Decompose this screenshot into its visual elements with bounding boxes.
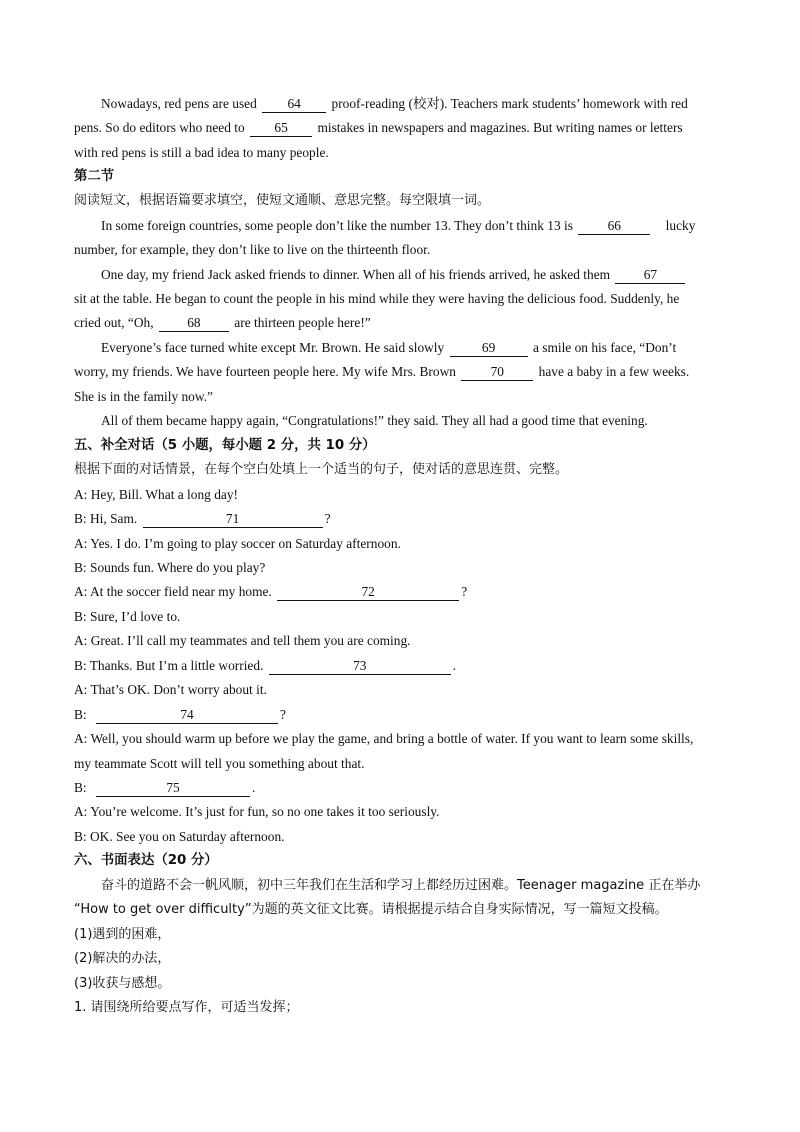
text: have a baby in a few weeks.	[538, 364, 690, 379]
dialogue-line-5	[74, 582, 734, 602]
blank-64[interactable]: 64	[262, 96, 326, 113]
section6-point-2: (2)解决的办法，	[74, 951, 171, 966]
text: mistakes in newspapers and magazines. But writing names or letters	[317, 120, 683, 135]
dialogue-line-10	[74, 705, 734, 725]
s2-p1-line-2: number, for example, they don’t like to live on the thirteenth floor.	[74, 242, 431, 257]
text: ?	[461, 584, 468, 599]
dialogue-line-14: B: OK. See you on Saturday afternoon.	[74, 829, 285, 844]
s2-p3-line-3: She is in the family now.”	[74, 389, 213, 404]
section6-heading: 六、书面表达（20 分）	[74, 853, 218, 868]
blank-70[interactable]: 70	[461, 364, 533, 381]
section6-prompt-line-1: 奋斗的道路不会一帆风顺，初中三年我们在生活和学习上都经历过困难。Teenager magazine 正在举办	[101, 878, 701, 893]
text: worry, my friends. We have fourteen people here. My wife Mrs. Brown	[74, 364, 456, 379]
text: ?	[280, 707, 286, 722]
passage1-line-1	[101, 94, 734, 114]
blank-75[interactable]: 75	[96, 780, 250, 797]
dialogue-line-2	[74, 509, 734, 529]
dialogue-line-8	[74, 656, 734, 676]
s2-p3-line-1	[101, 338, 734, 358]
text: B:	[74, 707, 87, 722]
s2-p2-line-2: sit at the table. He began to count the people in his mind while they were having the delicious food. Suddenly, he	[74, 291, 680, 306]
section6-point-3: (3)收获与感想。	[74, 976, 171, 991]
dialogue-line-13: A: You’re welcome. It’s just for fun, so no one takes it too seriously.	[74, 804, 440, 819]
blank-73[interactable]: 73	[269, 658, 451, 675]
text: B: Hi, Sam.	[74, 511, 138, 526]
text: B: Thanks. But I’m a little worried.	[74, 658, 264, 673]
s2-p1-line-1	[101, 216, 734, 236]
dialogue-line-11: A: Well, you should warm up before we play the game, and bring a bottle of water. If you want to learn some skills,	[74, 731, 694, 746]
dialogue-line-9: A: That’s OK. Don’t worry about it.	[74, 682, 267, 697]
text: lucky	[665, 218, 696, 233]
s2-p2-line-3	[74, 313, 734, 333]
dialogue-line-4: B: Sounds fun. Where do you play?	[74, 560, 266, 575]
section6-point-1: (1)遇到的困难，	[74, 927, 171, 942]
section5-instruction: 根据下面的对话情景，在每个空白处填上一个适当的句子，使对话的意思连贯、完整。	[74, 462, 569, 477]
s2-p2-line-1	[101, 265, 734, 285]
dialogue-line-7: A: Great. I’ll call my teammates and tell them you are coming.	[74, 633, 411, 648]
blank-74[interactable]: 74	[96, 707, 278, 724]
text: proof-reading (校对). Teachers mark students’ homework with red	[331, 96, 688, 111]
blank-68[interactable]: 68	[159, 315, 229, 332]
section6-note-1: 1. 请围绕所给要点写作，可适当发挥；	[74, 1000, 299, 1015]
blank-66[interactable]: 66	[578, 218, 650, 235]
section5-heading: 五、补全对话（5 小题，每小题 2 分，共 10 分）	[74, 438, 376, 453]
s2-p3-line-2	[74, 362, 734, 382]
passage1-line-2	[74, 118, 734, 138]
blank-65[interactable]: 65	[250, 120, 312, 137]
text: Nowadays, red pens are used	[101, 96, 257, 111]
text: cried out, “Oh,	[74, 315, 154, 330]
dialogue-line-1: A: Hey, Bill. What a long day!	[74, 487, 239, 502]
dialogue-line-3: A: Yes. I do. I’m going to play soccer on Saturday afternoon.	[74, 536, 401, 551]
section2-instruction: 阅读短文，根据语篇要求填空，使短文通顺、意思完整。每空限填一词。	[74, 193, 491, 208]
section2-heading: 第二节	[74, 169, 115, 184]
text: Everyone’s face turned white except Mr. Brown. He said slowly	[101, 340, 445, 355]
text: pens. So do editors who need to	[74, 120, 245, 135]
dialogue-line-6: B: Sure, I’d love to.	[74, 609, 181, 624]
s2-p4: All of them became happy again, “Congratulations!” they said. They all had a good time that evening.	[101, 413, 648, 428]
text: are thirteen people here!”	[234, 315, 371, 330]
text: ?	[324, 511, 331, 526]
blank-69[interactable]: 69	[450, 340, 528, 357]
text: B:	[74, 780, 87, 795]
blank-67[interactable]: 67	[615, 267, 685, 284]
dialogue-line-12	[74, 778, 734, 798]
text: One day, my friend Jack asked friends to dinner. When all of his friends arrived, he asked them	[101, 267, 611, 282]
text: A: At the soccer field near my home.	[74, 584, 272, 599]
text: .	[252, 780, 256, 795]
dialogue-line-11b: my teammate Scott will tell you something about that.	[74, 756, 365, 771]
blank-71[interactable]: 71	[143, 511, 323, 528]
text: .	[452, 658, 457, 673]
blank-72[interactable]: 72	[277, 584, 459, 601]
text: In some foreign countries, some people don’t like the number 13. They don’t think 13 is	[101, 218, 573, 233]
text: a smile on his face, “Don’t	[532, 340, 677, 355]
section6-prompt-line-2: “How to get over difficulty”为题的英文征文比赛。请根据提示结合自身实际情况，写一篇短文投稿。	[74, 902, 668, 917]
passage1-line-3: with red pens is still a bad idea to many people.	[74, 145, 329, 160]
